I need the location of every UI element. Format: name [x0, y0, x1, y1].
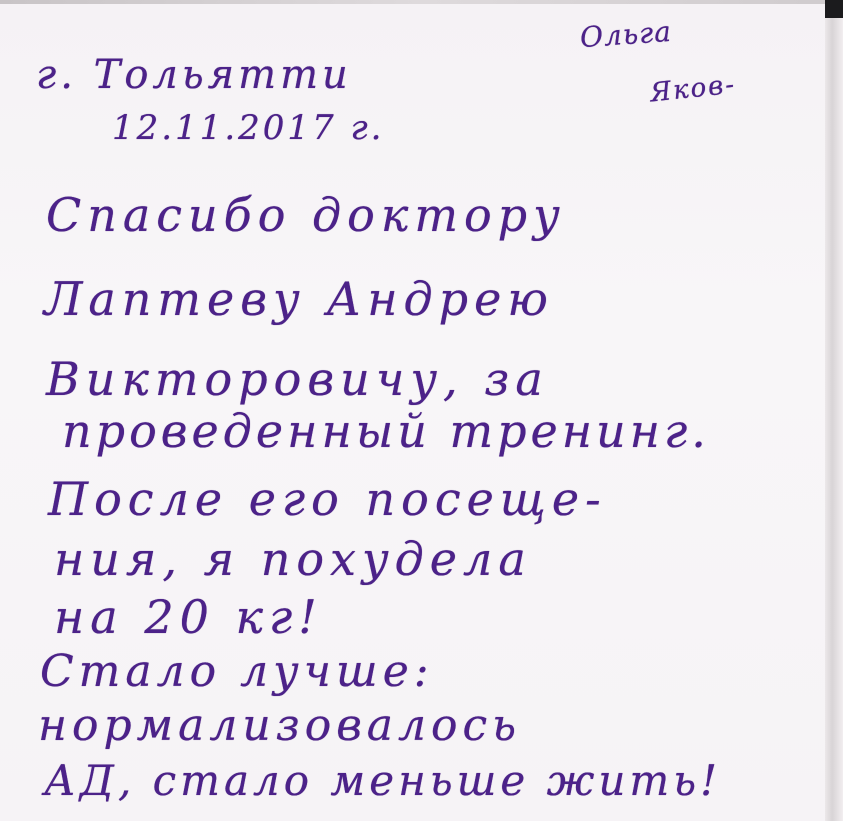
date-line: 12.11.2017 г.	[112, 108, 385, 148]
text-line: на 20 кг!	[54, 590, 323, 644]
text-line: После его посеще-	[48, 472, 607, 526]
text-line: Спасибо доктору	[46, 188, 566, 242]
text-line: проведенный тренинг.	[62, 404, 710, 458]
scan-corner	[825, 0, 843, 18]
text-line: АД, стало меньше жить!	[44, 756, 721, 805]
author-last-name: Яков-	[648, 69, 738, 109]
text-line: Стало лучше:	[40, 646, 434, 697]
paper-top-edge	[0, 0, 843, 4]
author-first-name: Ольга	[578, 14, 673, 55]
paper-right-edge	[825, 0, 843, 821]
text-line: Викторовичу, за	[46, 352, 549, 406]
text-line: Лаптеву Андрею	[44, 272, 554, 326]
city-line: г. Тольятти	[36, 52, 352, 98]
text-line: ния, я похудела	[54, 532, 532, 586]
text-line: нормализовалось	[38, 700, 522, 751]
